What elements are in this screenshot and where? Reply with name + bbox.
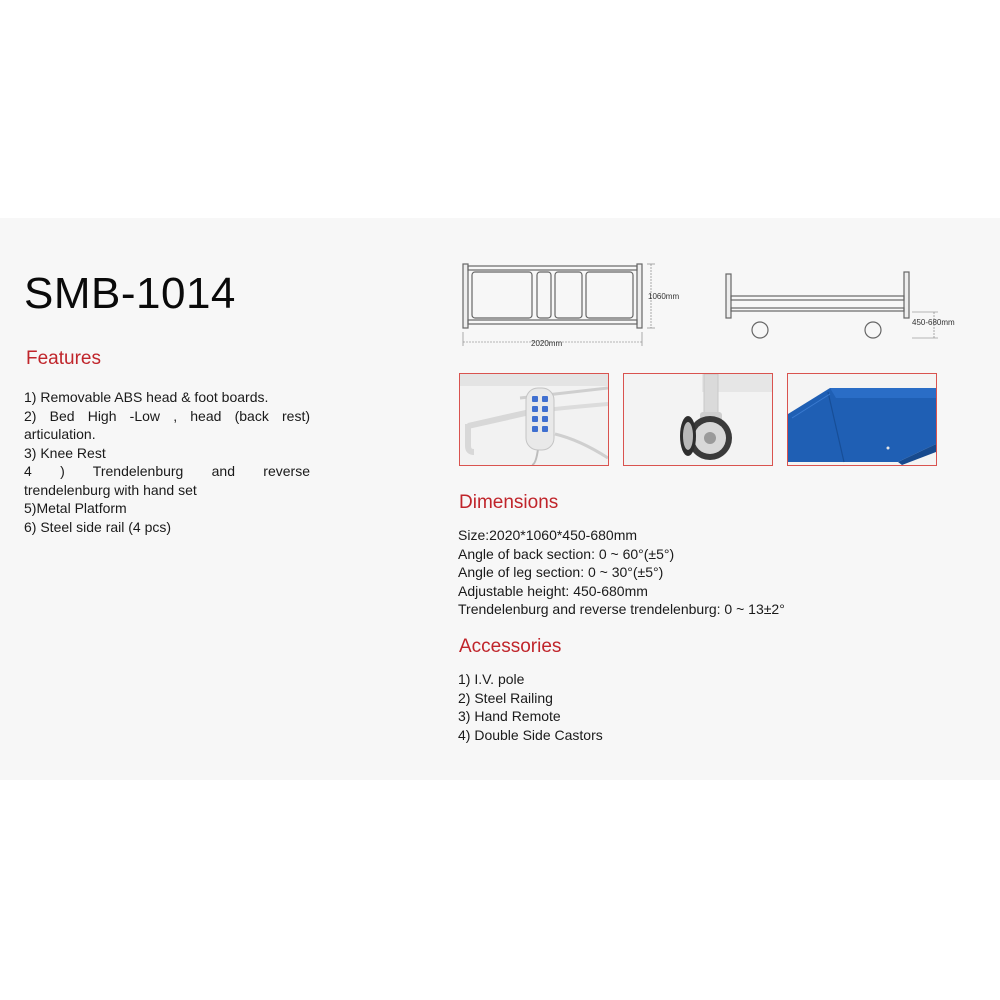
- bed-front-view-drawing: [455, 258, 690, 358]
- dimension-item: Angle of leg section: 0 ~ 30°(±5°): [458, 564, 664, 580]
- accessories-heading: Accessories: [459, 636, 562, 657]
- castor-wheel-photo: [623, 373, 773, 466]
- accessories-list: [458, 670, 603, 744]
- height-dimension-label: 1060mm: [648, 292, 680, 301]
- product-model-title: SMB-1014: [24, 269, 236, 318]
- length-dimension-label: 2020mm: [531, 339, 563, 348]
- adjust-height-dimension-label: 450-680mm: [912, 318, 955, 327]
- accessory-item: 2) Steel Railing: [458, 689, 553, 706]
- hand-remote-photo: [459, 373, 609, 466]
- dimension-item: Angle of back section: 0 ~ 60°(±5°): [458, 545, 675, 562]
- feature-item: articulation.: [24, 426, 96, 442]
- feature-item: 5)Metal Platform: [24, 500, 127, 516]
- accessory-item: 1) I.V. pole: [458, 671, 525, 687]
- features-heading: Features: [26, 348, 101, 369]
- mattress-photo: [787, 373, 937, 466]
- feature-item: 3) Knee Rest: [24, 444, 106, 461]
- feature-item: 4 ) Trendelenburg and reverse: [24, 463, 310, 479]
- accessory-item: 4) Double Side Castors: [458, 726, 603, 743]
- dimension-item: Trendelenburg and reverse trendelenburg: 0 ~ 13±2°: [458, 601, 785, 617]
- dimension-item: Adjustable height: 450-680mm: [458, 582, 648, 599]
- bed-side-view-drawing: [720, 268, 940, 348]
- feature-item: 2) Bed High -Low , head (back rest): [24, 407, 310, 424]
- features-list: [24, 388, 310, 536]
- dimensions-heading: Dimensions: [459, 492, 559, 513]
- dimensions-list: [458, 526, 785, 619]
- accessory-item: 3) Hand Remote: [458, 708, 561, 724]
- feature-item: 1) Removable ABS head & foot boards.: [24, 389, 269, 405]
- feature-item: 6) Steel side rail (4 pcs): [24, 518, 172, 535]
- feature-item: trendelenburg with hand set: [24, 481, 197, 498]
- dimension-item: Size:2020*1060*450-680mm: [458, 527, 638, 543]
